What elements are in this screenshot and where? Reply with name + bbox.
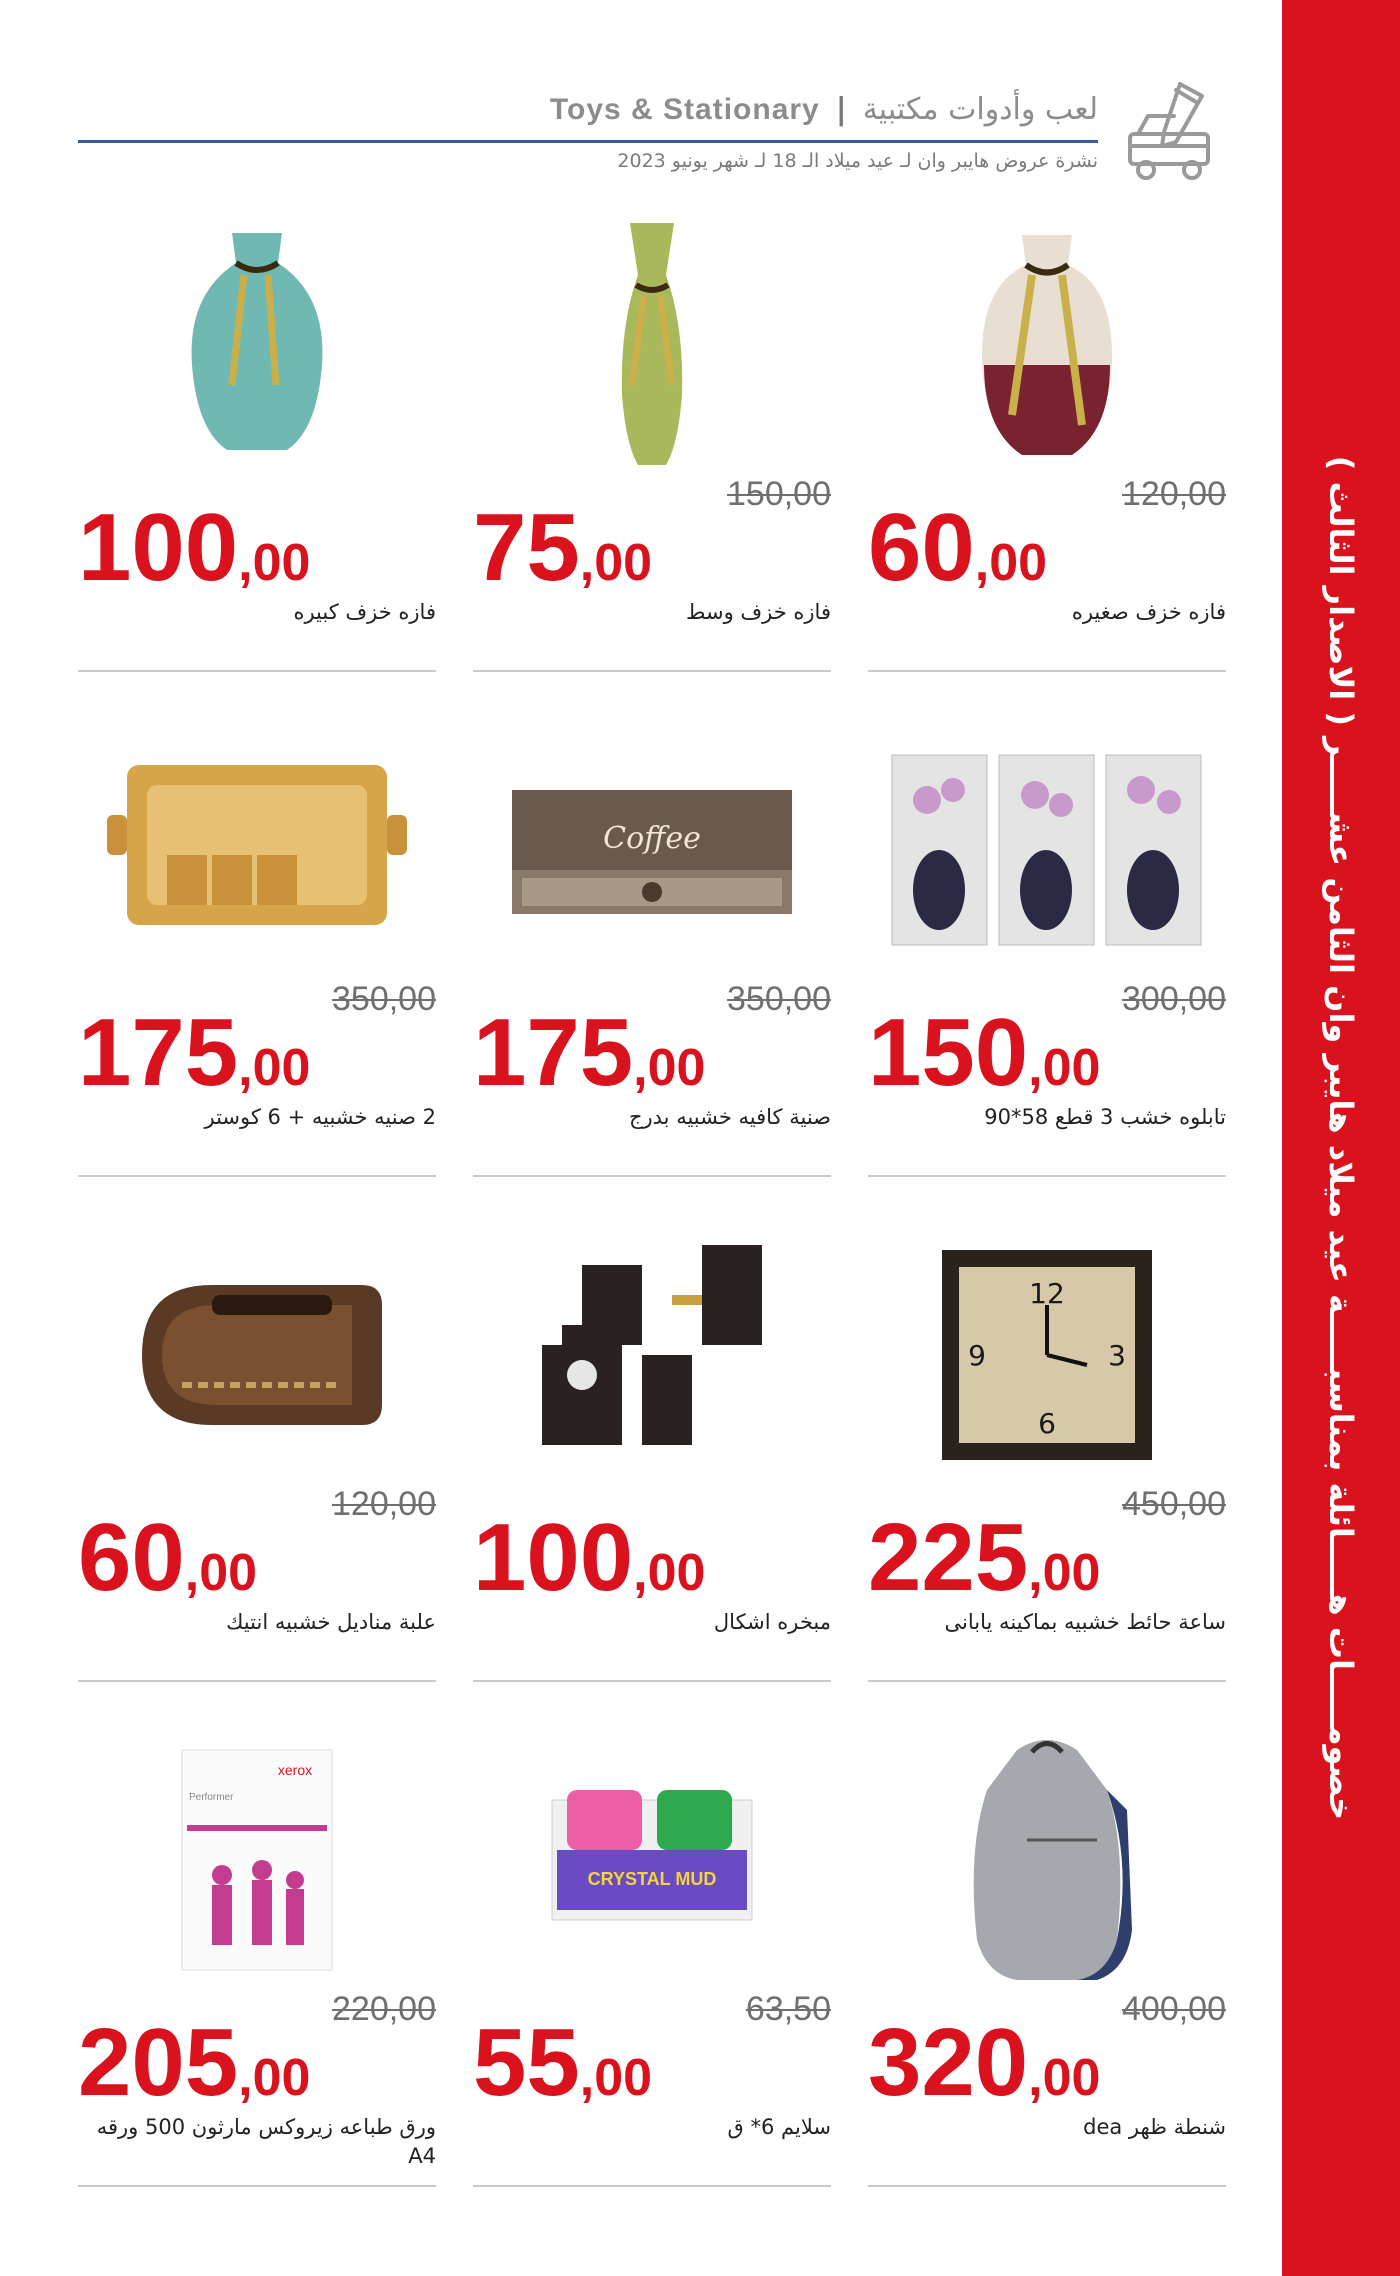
backpack-icon	[868, 1715, 1226, 2005]
xerox-label: xerox	[277, 1762, 313, 1778]
old-price: 120,00	[1122, 475, 1226, 513]
product-name: فازه خزف صغيره	[1071, 600, 1226, 624]
price-integer: 75	[473, 494, 580, 601]
promo-sidebar	[1282, 0, 1400, 2276]
old-price: 63,50	[745, 1990, 831, 2028]
product-card[interactable]	[78, 190, 436, 695]
toys-stationery-icon	[1118, 76, 1228, 186]
printer-paper-icon	[78, 1715, 436, 2005]
old-price: 220,00	[332, 1990, 436, 2028]
vase-medium-icon	[473, 200, 831, 490]
slime-label: CRYSTAL MUD	[587, 1869, 717, 1889]
price-integer: 205	[78, 2009, 239, 2116]
svg-text:6: 6	[1038, 1407, 1056, 1440]
slime-icon	[473, 1715, 831, 2005]
divider	[78, 1175, 436, 1177]
price-decimal: ,00	[633, 1039, 706, 1097]
new-price	[868, 494, 1048, 601]
divider	[78, 2185, 436, 2187]
price-decimal: ,00	[974, 534, 1048, 592]
price-decimal: ,00	[579, 534, 653, 592]
divider	[78, 1680, 436, 1682]
product-card[interactable]	[78, 1200, 436, 1705]
product-card[interactable]	[473, 695, 831, 1200]
divider	[473, 2185, 831, 2187]
page-header	[78, 60, 1228, 200]
product-card[interactable]	[473, 1200, 831, 1705]
flyer-subtitle: نشرة عروض هايبر وان لـ عيد ميلاد الـ 18 لـ شهر يونيو 2023	[617, 150, 1098, 172]
price-decimal: ,00	[238, 1039, 311, 1097]
product-card[interactable]	[78, 695, 436, 1200]
new-price	[473, 494, 653, 601]
price-integer: 225	[868, 1504, 1029, 1611]
product-card[interactable]	[868, 695, 1226, 1200]
vase-small-icon	[868, 200, 1226, 490]
product-card[interactable]	[868, 1200, 1226, 1705]
price-integer: 55	[473, 2009, 580, 2116]
divider	[868, 670, 1226, 672]
old-price: 350,00	[332, 980, 436, 1018]
tissue-box-icon	[78, 1210, 436, 1500]
divider	[868, 2185, 1226, 2187]
performer-label: Performer	[189, 1792, 234, 1803]
svg-text:3: 3	[1108, 1339, 1126, 1372]
product-name: ورق طباعه زيروكس مارثون 500 ورقه A4	[96, 2115, 436, 2169]
product-card[interactable]	[473, 190, 831, 695]
coffee-tray-icon	[473, 705, 831, 995]
svg-text:12: 12	[1029, 1277, 1065, 1310]
product-name: تابلوه خشب 3 قطع 58*90	[984, 1105, 1226, 1129]
product-name: ساعة حائط خشبيه بماكينه يابانى	[944, 1610, 1226, 1634]
header-divider	[78, 140, 1098, 143]
svg-text:9: 9	[968, 1339, 986, 1372]
product-name: مبخره اشكال	[713, 1610, 831, 1634]
product-name: صنية كافيه خشبيه بدرج	[628, 1105, 831, 1129]
wall-clock-icon	[868, 1210, 1226, 1500]
old-price: 150,00	[727, 475, 831, 513]
wooden-trays-icon	[78, 705, 436, 995]
price-integer: 100	[78, 494, 239, 601]
new-price	[473, 1504, 706, 1611]
price-decimal: ,00	[579, 2049, 653, 2107]
product-card[interactable]	[868, 1705, 1226, 2210]
old-price: 400,00	[1122, 1990, 1226, 2028]
old-price: 120,00	[332, 1485, 436, 1523]
product-name: 2 صنيه خشبيه + 6 كوستر	[204, 1105, 436, 1129]
new-price	[78, 999, 311, 1106]
price-decimal: ,00	[238, 2049, 311, 2107]
divider	[78, 670, 436, 672]
price-decimal: ,00	[184, 1544, 258, 1602]
wall-art-icon	[868, 705, 1226, 995]
price-decimal: ,00	[238, 534, 311, 592]
price-integer: 60	[78, 1504, 185, 1611]
price-integer: 60	[868, 494, 975, 601]
promo-banner-text: خصومـــــات هـــــائلة بمناسبـــــة عيد ميلاد هايبر وان الثامن عشـــــر ( الاصدار الثالث )	[1322, 455, 1360, 1821]
product-name: شنطة ظهر dea	[1083, 2115, 1226, 2139]
price-integer: 100	[473, 1504, 634, 1611]
price-integer: 150	[868, 999, 1029, 1106]
price-decimal: ,00	[633, 1544, 706, 1602]
product-name: فازه خزف كبيره	[293, 600, 436, 624]
vase-large-icon	[78, 200, 436, 490]
divider	[473, 670, 831, 672]
product-name: فازه خزف وسط	[686, 600, 831, 624]
price-decimal: ,00	[1028, 2049, 1101, 2107]
coffee-label: Coffee	[603, 821, 701, 856]
title-separator: |	[835, 92, 847, 127]
new-price	[868, 2009, 1101, 2116]
section-title-en: Toys & Stationary	[549, 92, 820, 126]
section-title	[550, 92, 1098, 127]
new-price	[473, 999, 706, 1106]
divider	[473, 1680, 831, 1682]
product-card[interactable]	[473, 1705, 831, 2210]
product-card[interactable]	[78, 1705, 436, 2210]
new-price	[868, 999, 1101, 1106]
price-integer: 175	[78, 999, 239, 1106]
price-integer: 175	[473, 999, 634, 1106]
old-price: 350,00	[727, 980, 831, 1018]
product-name: علبة مناديل خشبيه انتيك	[226, 1610, 436, 1634]
product-name: سلايم 6* ق	[727, 2115, 831, 2139]
product-card[interactable]	[868, 190, 1226, 695]
divider	[868, 1680, 1226, 1682]
new-price	[868, 1504, 1101, 1611]
price-decimal: ,00	[1028, 1039, 1101, 1097]
price-decimal: ,00	[1028, 1544, 1101, 1602]
new-price	[78, 1504, 258, 1611]
new-price	[78, 494, 311, 601]
old-price: 300,00	[1122, 980, 1226, 1018]
section-title-ar: لعب وأدوات مكتبية	[862, 92, 1098, 127]
divider	[868, 1175, 1226, 1177]
divider	[473, 1175, 831, 1177]
product-grid	[78, 190, 1228, 2210]
new-price	[78, 2009, 311, 2116]
new-price	[473, 2009, 653, 2116]
incense-burner-icon	[473, 1210, 831, 1500]
old-price: 450,00	[1122, 1485, 1226, 1523]
price-integer: 320	[868, 2009, 1029, 2116]
